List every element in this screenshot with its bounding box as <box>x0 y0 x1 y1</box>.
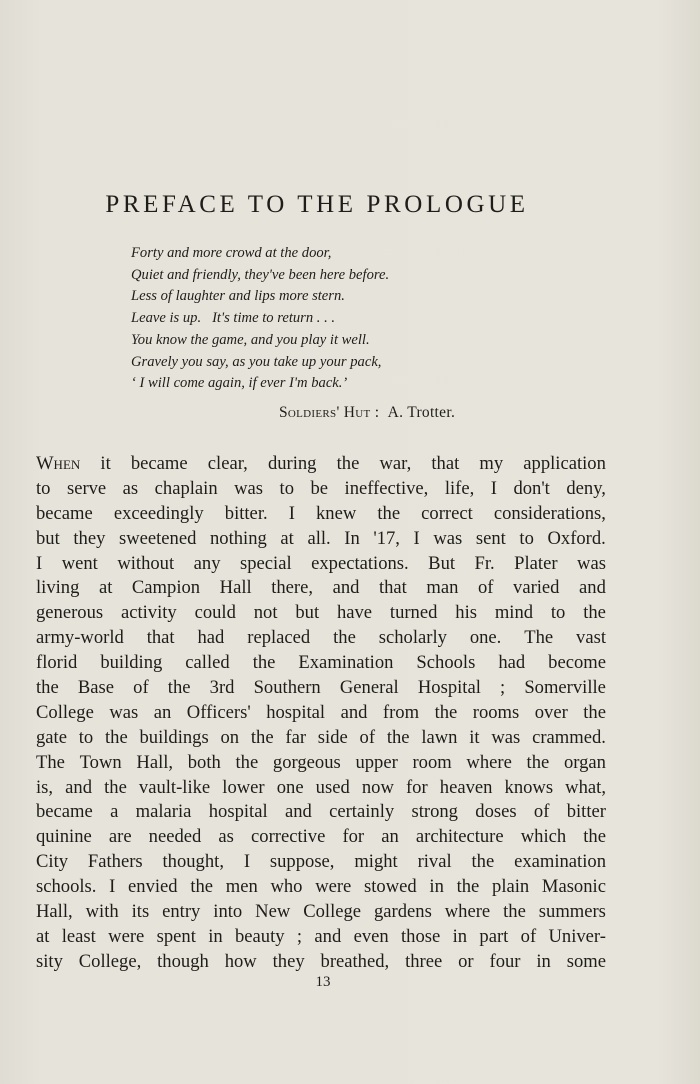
word: without <box>117 552 175 574</box>
word: plain <box>492 876 530 898</box>
word: four <box>489 950 521 972</box>
word: in <box>208 925 223 947</box>
word: generous <box>36 602 104 624</box>
word: turned <box>389 602 438 624</box>
body-line <box>36 527 606 552</box>
word: the <box>336 453 360 474</box>
poem-line: You know the game, and you play it well. <box>131 331 370 348</box>
word: one <box>276 776 304 798</box>
word: with <box>85 901 119 923</box>
word: rival <box>417 851 452 873</box>
word: gorgeous <box>272 751 341 773</box>
poem-line: Less of laughter and lips more stern. <box>131 288 345 305</box>
word: over <box>534 701 568 723</box>
body-line <box>36 601 606 626</box>
word: are <box>108 826 132 848</box>
word: the <box>583 826 606 848</box>
word: is, <box>36 776 54 798</box>
word: men <box>225 876 258 898</box>
word: considerations, <box>493 502 606 524</box>
word: Hall, <box>36 901 73 923</box>
word: for <box>405 776 428 798</box>
word: exceedingly <box>113 502 204 524</box>
word: ineffective, <box>344 477 429 499</box>
body-line <box>36 776 606 801</box>
word: how <box>224 950 257 972</box>
word: and <box>284 801 312 823</box>
word: deny, <box>566 477 606 499</box>
word: serve <box>66 477 107 499</box>
word: of <box>133 677 149 699</box>
word: both <box>187 751 221 773</box>
word: was <box>491 726 521 748</box>
word: an <box>381 826 399 848</box>
word: In <box>344 527 360 549</box>
word: Masonic <box>541 876 606 898</box>
word: and <box>579 577 606 599</box>
word: The <box>36 751 65 773</box>
word: and <box>340 701 368 723</box>
word: The <box>524 627 554 649</box>
word: as <box>218 826 234 848</box>
word: on <box>220 726 240 748</box>
word: City <box>36 851 69 873</box>
word: the <box>503 901 526 923</box>
word: that <box>146 627 175 649</box>
word: hospital <box>266 701 326 723</box>
word: room <box>412 751 452 773</box>
word: of <box>533 801 550 823</box>
word: in <box>452 925 468 947</box>
word: ; <box>500 677 506 699</box>
word: had <box>197 627 225 649</box>
body-paragraph <box>36 452 606 975</box>
word: certainly <box>329 801 395 823</box>
word: there, <box>271 577 314 599</box>
word: thought, <box>162 851 224 873</box>
body-line <box>36 651 606 676</box>
word: it <box>100 453 111 474</box>
word: to <box>519 527 534 549</box>
word: an <box>153 701 172 723</box>
word: three <box>405 950 443 972</box>
word: have <box>336 602 373 624</box>
word: the <box>434 701 458 723</box>
word: I <box>109 876 116 898</box>
word: the <box>377 502 401 524</box>
word: Town <box>79 751 122 773</box>
word: vast <box>576 627 606 649</box>
word: but <box>295 602 320 624</box>
word: the <box>583 602 606 624</box>
word: was <box>234 477 264 499</box>
word: Schools <box>416 652 476 674</box>
word: varied <box>513 577 560 599</box>
body-line <box>36 676 606 701</box>
word: to <box>78 726 94 748</box>
word: from <box>382 701 420 723</box>
word: and <box>65 776 93 798</box>
word: not <box>253 602 278 624</box>
word: though <box>157 950 209 972</box>
word: organ <box>563 751 606 773</box>
word: College, <box>78 950 142 972</box>
word: war, <box>379 453 412 474</box>
word: knows <box>504 776 554 798</box>
word: at <box>280 527 294 549</box>
body-line <box>36 452 606 477</box>
word: called <box>185 652 230 674</box>
word: it <box>469 726 480 748</box>
word: side <box>317 726 348 748</box>
word: bitter <box>566 801 606 823</box>
word: the <box>235 751 259 773</box>
attribution-separator: : <box>374 404 380 421</box>
word: might <box>354 851 398 873</box>
word: a <box>110 801 119 823</box>
word: which <box>520 826 567 848</box>
word: of <box>477 577 494 599</box>
word: gate <box>36 726 67 748</box>
word: Fr. <box>474 552 495 574</box>
word: but <box>36 527 60 549</box>
word: Hall, <box>136 751 174 773</box>
word: Univer- <box>548 925 606 947</box>
word: spent <box>156 925 196 947</box>
word: gardens <box>373 901 432 923</box>
word: correct <box>421 502 473 524</box>
word: architecture <box>415 826 504 848</box>
word: I <box>36 552 43 574</box>
word: the <box>167 677 191 699</box>
word: the <box>386 726 410 748</box>
word: doses <box>475 801 517 823</box>
word: entry <box>162 901 201 923</box>
body-line <box>36 726 606 751</box>
word: General <box>339 677 399 699</box>
word: 3rd <box>209 677 235 699</box>
body-line <box>36 850 606 875</box>
word: I <box>413 527 420 549</box>
word: the <box>526 751 550 773</box>
word: Fathers <box>87 851 143 873</box>
word: Officers' <box>186 701 251 723</box>
word: the <box>104 776 127 798</box>
word: Hall <box>219 577 252 599</box>
body-line <box>36 950 606 975</box>
word: in <box>536 950 551 972</box>
word: of <box>359 726 376 748</box>
epigraph-poem <box>131 243 389 395</box>
word: Southern <box>253 677 321 699</box>
word: breathed, <box>320 950 390 972</box>
word: corrective <box>251 826 326 848</box>
word: vault-like <box>138 776 211 798</box>
poem-line: Forty and more crowd at the door, <box>131 245 332 261</box>
word: beauty <box>235 925 285 947</box>
word: and <box>332 577 360 599</box>
body-line <box>36 875 606 900</box>
word: scholarly <box>378 627 447 649</box>
word: Campion <box>131 577 201 599</box>
word: Hospital <box>417 677 481 699</box>
word: crammed. <box>532 726 606 748</box>
word: But <box>428 552 456 574</box>
word: New <box>255 901 291 923</box>
word: College <box>303 901 362 923</box>
word: quinine <box>36 826 92 848</box>
word: needed <box>148 826 202 848</box>
word: hospital <box>208 801 268 823</box>
body-line <box>36 925 606 950</box>
word: of <box>520 925 537 947</box>
word: at <box>98 577 113 599</box>
word: stowed <box>364 876 417 898</box>
word: any <box>193 552 221 574</box>
word: some <box>566 950 606 972</box>
word: my <box>479 453 504 474</box>
word: lower <box>222 776 265 798</box>
word: what, <box>565 776 606 798</box>
word: army-world <box>36 627 124 649</box>
word: to <box>550 602 566 624</box>
body-line <box>36 576 606 601</box>
word: Base <box>77 677 115 699</box>
word: those <box>401 925 441 947</box>
word: that <box>431 453 460 474</box>
word: life, <box>444 477 475 499</box>
body-line <box>36 477 606 502</box>
word: become <box>548 652 606 674</box>
word: activity <box>120 602 177 624</box>
word: used <box>315 776 350 798</box>
word: one. <box>469 627 502 649</box>
word: into <box>213 901 243 923</box>
word: its <box>131 901 150 923</box>
word: they <box>272 950 305 972</box>
word: the <box>252 652 276 674</box>
word: the <box>105 726 128 748</box>
body-line <box>36 825 606 850</box>
body-line <box>36 701 606 726</box>
word: expectations. <box>311 552 409 574</box>
word: building <box>100 652 163 674</box>
word: for <box>342 826 365 848</box>
word: be <box>310 477 329 499</box>
word: lawn <box>421 726 458 748</box>
body-line <box>36 800 606 825</box>
word: far <box>285 726 307 748</box>
word: ; <box>296 925 303 947</box>
word: the <box>471 851 495 873</box>
word: buildings <box>139 726 209 748</box>
word: mind <box>494 602 534 624</box>
word: as <box>122 477 139 499</box>
word: envied <box>128 876 178 898</box>
poem-line: Quiet and friendly, they've been here before. <box>131 266 390 283</box>
word: Somerville <box>524 677 606 699</box>
word: or <box>458 950 474 972</box>
word: where <box>466 751 512 773</box>
word: knew <box>316 502 357 524</box>
word: sweetened <box>118 527 197 549</box>
word: were <box>108 925 145 947</box>
attribution-source: Soldiers' Hut <box>279 404 371 421</box>
word: living <box>36 577 80 599</box>
word: Plater <box>514 552 558 574</box>
word: the <box>333 627 356 649</box>
word: rooms <box>472 701 520 723</box>
word: even <box>353 925 389 947</box>
word: the <box>250 726 274 748</box>
word: Examination <box>298 652 394 674</box>
word: malaria <box>135 801 192 823</box>
word: the <box>456 876 480 898</box>
poem-line: Gravely you say, as you take up your pack, <box>131 353 382 370</box>
word: to <box>279 477 294 499</box>
word: all. <box>307 527 331 549</box>
word: his <box>455 602 477 624</box>
word: now <box>361 776 394 798</box>
word: was <box>109 701 139 723</box>
word: I <box>490 477 497 499</box>
body-line <box>36 552 606 577</box>
word: sity <box>36 950 63 972</box>
word: College <box>36 701 94 723</box>
epigraph-attribution <box>279 404 455 422</box>
word: schools. <box>36 876 97 898</box>
word: went <box>61 552 98 574</box>
word: became <box>36 502 93 524</box>
word: the <box>190 876 214 898</box>
word: were <box>315 876 352 898</box>
body-line <box>36 502 606 527</box>
word: I <box>243 851 251 873</box>
word: least <box>61 925 96 947</box>
word: sent <box>475 527 506 549</box>
attribution-author: A. Trotter. <box>387 404 456 421</box>
word: became <box>36 801 93 823</box>
word: Oxford. <box>547 527 606 549</box>
word: that <box>378 577 407 599</box>
poem-line: Leave is up. It's time to return . . . <box>131 310 336 327</box>
word: replaced <box>247 627 311 649</box>
word: they <box>73 527 106 549</box>
word: bitter. <box>224 502 268 524</box>
word: upper <box>355 751 398 773</box>
word: don't <box>513 477 550 499</box>
word: at <box>36 925 50 947</box>
word: strong <box>411 801 458 823</box>
word: application <box>523 453 606 474</box>
word: '17, <box>373 527 400 549</box>
word: was <box>433 527 463 549</box>
word: examination <box>514 851 606 873</box>
word: florid <box>36 652 78 674</box>
lead-word: When <box>36 453 81 474</box>
word: man <box>426 577 459 599</box>
word: suppose, <box>269 851 335 873</box>
word: could <box>194 602 236 624</box>
body-line <box>36 751 606 776</box>
poem-line: ‘ I will come again, if ever I'm back.’ <box>131 375 348 392</box>
word: clear, <box>207 453 248 474</box>
word: became <box>130 453 188 474</box>
word: who <box>270 876 303 898</box>
body-line <box>36 626 606 651</box>
word: and <box>314 925 342 947</box>
word: heaven <box>439 776 493 798</box>
word: was <box>577 552 606 574</box>
word: the <box>36 677 59 699</box>
word: special <box>239 552 292 574</box>
word: summers <box>538 901 606 923</box>
word: nothing <box>210 527 267 549</box>
body-line <box>36 900 606 925</box>
word: chaplain <box>154 477 218 499</box>
word: the <box>583 701 606 723</box>
word: part <box>479 925 509 947</box>
word: had <box>498 652 526 674</box>
word: in <box>429 876 444 898</box>
word: to <box>36 477 51 499</box>
word: where <box>444 901 491 923</box>
word: I <box>288 502 295 524</box>
word: during <box>267 453 317 474</box>
page-number: 13 <box>315 974 331 990</box>
chapter-heading: PREFACE TO THE PROLOGUE <box>105 191 529 218</box>
